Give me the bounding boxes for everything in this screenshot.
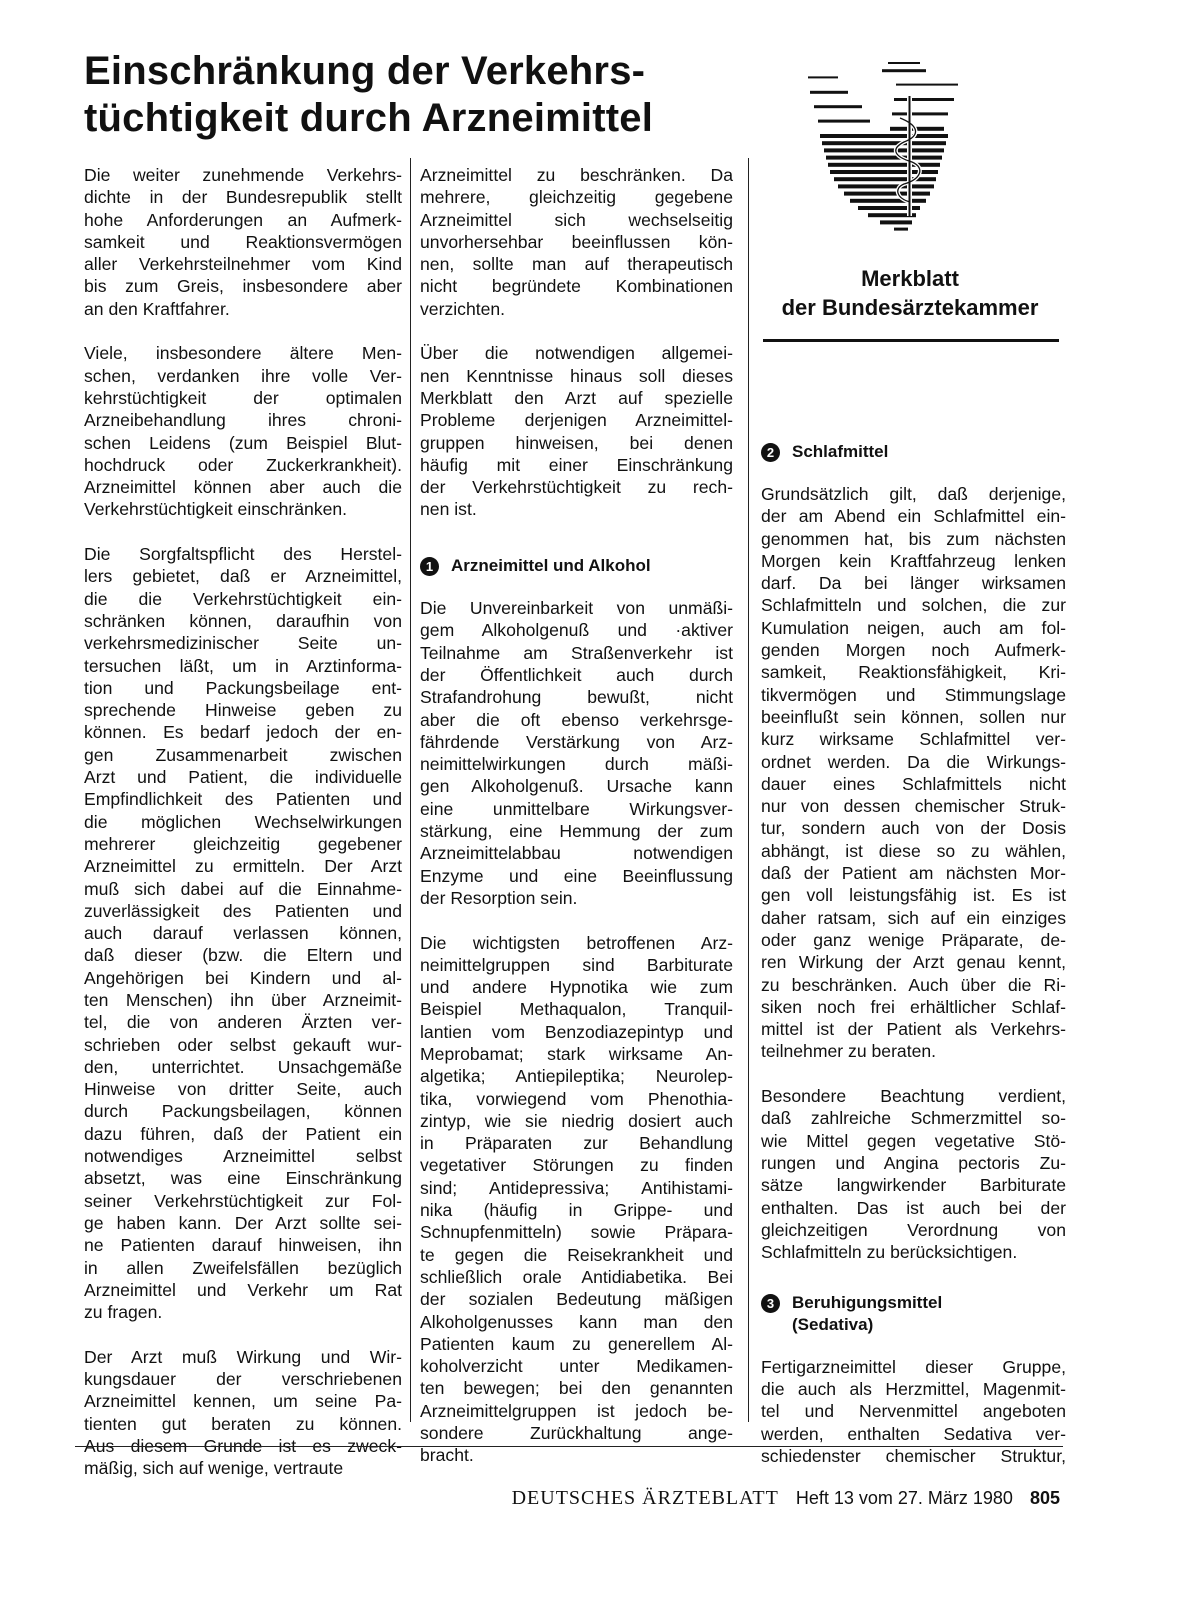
text-line: Schlafmitteln zu berücksichtigen. xyxy=(761,1242,1018,1263)
text-line: lers gebietet, daß er Arzneimittel, xyxy=(84,566,402,587)
text-line: samkeit, Reaktionsfähigkeit, Kri- xyxy=(761,662,1066,683)
issue-info: Heft 13 vom 27. März 1980 xyxy=(795,1488,1013,1508)
text-line: Die wichtigsten betroffenen Arz- xyxy=(420,932,733,953)
text-line: Beispiel Methaqualon, Tranquil- xyxy=(420,999,733,1020)
text-line: hohe Anforderungen an Aufmerk- xyxy=(84,209,402,230)
merkblatt-underline xyxy=(763,339,1059,342)
text-line: dichte in der Bundesrepublik stellt xyxy=(84,187,402,208)
text-line: te gegen die Reisekrankheit und xyxy=(420,1244,733,1265)
text-line: Strafandrohung bewußt, nicht xyxy=(420,687,733,708)
section-title: Arzneimittel und Alkohol xyxy=(451,556,651,576)
text-line: der Öffentlichkeit auch durch xyxy=(420,664,733,685)
paragraph xyxy=(84,342,402,520)
text-line: dauer eines Schlafmittels nicht xyxy=(761,773,1066,794)
text-line: neimittelwirkungen durch mäßi- xyxy=(420,754,733,775)
text-line: stärkung, eine Hemmung der zum xyxy=(420,821,733,842)
text-line: Über die notwendigen allgemei- xyxy=(420,343,733,364)
text-line: gruppen hinweisen, bei denen xyxy=(420,432,733,453)
text-line: ne Patienten darauf hinweisen, ihn xyxy=(84,1235,402,1256)
merkblatt-publisher: der Bundesärztekammer xyxy=(781,295,1039,320)
text-line: nen, sollte man auf therapeutisch xyxy=(420,254,733,275)
text-line: die möglichen Wechselwirkungen xyxy=(84,811,402,832)
text-line: neimittelgruppen sind Barbiturate xyxy=(420,954,733,975)
text-line: schen Leidens (zum Beispiel Blut- xyxy=(84,432,402,453)
text-line: Arzneimittel sich wechselseitig xyxy=(420,209,733,230)
column-1 xyxy=(84,164,402,1502)
text-line: Arzneimittel und Verkehr um Rat xyxy=(84,1279,402,1300)
text-line: Alkoholgenusses kann man den xyxy=(420,1311,733,1332)
paragraph xyxy=(420,932,733,1467)
text-line: verzichten. xyxy=(420,298,506,319)
text-line: den, unterrichtet. Unsachgemäße xyxy=(84,1056,402,1077)
text-line: tikvermögen und Stimmungslage xyxy=(761,684,1066,705)
text-line: kehrstüchtigkeit der optimalen xyxy=(84,387,402,408)
text-line: Patienten kaum zu generellem Al- xyxy=(420,1333,733,1354)
section-number-badge: 2 xyxy=(761,443,780,462)
text-line: Arzt und Patient, die individuelle xyxy=(84,767,402,788)
text-line: Die weiter zunehmende Verkehrs- xyxy=(84,165,402,185)
text-line: Arzneibehandlung ihres chroni- xyxy=(84,410,402,431)
text-line: siken noch frei erhältlicher Schlaf- xyxy=(761,996,1066,1017)
text-line: Merkblatt den Arzt auf spezielle xyxy=(420,387,733,408)
section-number-badge: 1 xyxy=(420,557,439,576)
text-line: ten Menschen) ihn über Arzneimit- xyxy=(84,989,402,1010)
text-line: mittel ist der Patient als Verkehrs- xyxy=(761,1019,1066,1040)
text-line: Arzneimittel können aber auch die xyxy=(84,477,402,498)
text-line: tur, sondern auch von der Dosis xyxy=(761,818,1066,839)
text-line: seiner Verkehrstüchtigkeit zur Fol- xyxy=(84,1190,402,1211)
text-line: gem Alkoholgenuß und ·aktiver xyxy=(420,620,733,641)
text-line: genden Morgen noch Aufmerk- xyxy=(761,640,1066,661)
text-line: sprechende Hinweise geben zu xyxy=(84,700,402,721)
text-line: Die Unvereinbarkeit von unmäßi- xyxy=(420,598,733,619)
text-line: gleichzeitigen Verordnung von xyxy=(761,1219,1066,1240)
text-line: ten bewegen; bei den genannten xyxy=(420,1378,733,1399)
paragraph xyxy=(761,1356,1066,1467)
text-line: nen ist. xyxy=(420,499,477,520)
text-line: muß sich dabei auf die Einnahme- xyxy=(84,878,402,899)
text-line: Besondere Beachtung verdient, xyxy=(761,1086,1066,1107)
text-line: samkeit und Reaktionsvermögen xyxy=(84,231,402,252)
page-footer xyxy=(512,1486,1060,1510)
section-heading xyxy=(420,555,733,577)
text-line: schließlich orale Antidiabetika. Bei xyxy=(420,1266,733,1287)
text-line: daß der Patient am nächsten Mor- xyxy=(761,863,1066,884)
text-line: Arzneimittel kennen, um seine Pa- xyxy=(84,1391,402,1412)
text-line: tion und Packungsbeilage ent- xyxy=(84,677,402,698)
text-line: an den Kraftfahrer. xyxy=(84,298,230,319)
text-line: die die Verkehrstüchtigkeit ein- xyxy=(84,588,402,609)
text-line: genommen hat, bis zum nächsten xyxy=(761,528,1066,549)
text-line: bis zum Greis, insbesondere aber xyxy=(84,276,402,297)
text-line: werden, enthalten Sedativa ver- xyxy=(761,1423,1066,1444)
section-number-badge: 3 xyxy=(761,1294,780,1313)
text-line: nicht begründete Kombinationen xyxy=(420,276,733,297)
text-line: eine unmittelbare Wirkungsver- xyxy=(420,798,733,819)
section-title: Schlafmittel xyxy=(792,442,889,461)
paragraph xyxy=(420,342,733,520)
text-line: und andere Hypnotika wie zum xyxy=(420,977,733,998)
text-line: gen Alkoholgenuß. Ursache kann xyxy=(420,776,733,797)
text-line: daß zahlreiche Schmerzmittel so- xyxy=(761,1108,1066,1129)
text-line: auch darauf verlassen können, xyxy=(84,923,402,944)
paragraph xyxy=(761,1085,1066,1263)
text-line: abhängt, ist diese so zu wählen, xyxy=(761,840,1066,861)
column-divider-2 xyxy=(748,158,749,1422)
text-line: Arzneimittelgruppen ist jedoch be- xyxy=(420,1400,733,1421)
text-line: ge haben kann. Der Arzt sollte sei- xyxy=(84,1212,402,1233)
text-line: gen voll leistungsfähig ist. Es ist xyxy=(761,885,1066,906)
text-line: tel und Nervenmittel angeboten xyxy=(761,1401,1066,1422)
text-line: vegetativer Störungen zu finden xyxy=(420,1155,733,1176)
footer-rule xyxy=(75,1446,1063,1447)
text-line: der sozialen Bedeutung mäßigen xyxy=(420,1289,733,1310)
text-line: bracht. xyxy=(420,1445,474,1466)
text-line: dazu führen, daß der Patient ein xyxy=(84,1123,402,1144)
text-line: Teilnahme am Straßenverkehr ist xyxy=(420,642,733,663)
text-line: absetzt, was eine Einschränkung xyxy=(84,1168,402,1189)
text-line: nen Kenntnisse hinaus soll dieses xyxy=(420,365,733,386)
paragraph xyxy=(420,597,733,909)
text-line: oder ganz wenige Präparate, de- xyxy=(761,929,1066,950)
paragraph xyxy=(761,483,1066,1063)
text-line: mäßig, sich auf wenige, vertraute xyxy=(84,1458,344,1479)
text-line: wie Mittel gegen vegetative Stö- xyxy=(761,1130,1066,1151)
article-title-line-1: Einschränkung der Verkehrs- xyxy=(84,49,646,93)
bundesaerztekammer-emblem-icon xyxy=(808,56,958,241)
text-line: in Präparaten zur Behandlung xyxy=(420,1133,733,1154)
article-title-line-2: tüchtigkeit durch Arzneimittel xyxy=(84,96,654,140)
text-line: beeinflußt sein können, sollen nur xyxy=(761,706,1066,727)
text-line: teilnehmer zu beraten. xyxy=(761,1041,937,1062)
text-line: sondere Zurückhaltung ange- xyxy=(420,1423,733,1444)
text-line: daher ratsam, sich auf ein einziges xyxy=(761,907,1066,928)
text-line: Hinweise von dritter Seite, auch xyxy=(84,1079,402,1100)
text-line: die auch als Herzmittel, Magenmit- xyxy=(761,1378,1066,1399)
text-line: rungen und Angina pectoris Zu- xyxy=(761,1152,1066,1173)
text-line: Fertigarzneimittel dieser Gruppe, xyxy=(761,1356,1066,1377)
text-line: schränken können, daraufhin von xyxy=(84,610,402,631)
page-number: 805 xyxy=(1029,1488,1060,1508)
text-line: schiedenster chemischer Struktur, xyxy=(761,1445,1066,1466)
text-line: nur von dessen chemischer Struk- xyxy=(761,796,1066,817)
text-line: tel, die von anderen Ärzten ver- xyxy=(84,1012,402,1033)
text-line: unvorhersehbar beeinflussen kön- xyxy=(420,231,733,252)
text-line: Angehörigen bei Kindern und al- xyxy=(84,967,402,988)
text-line: koholverzicht unter Medikamen- xyxy=(420,1356,733,1377)
paragraph xyxy=(420,164,733,320)
text-line: zintyp, wie sie niedrig dosiert auch xyxy=(420,1110,733,1131)
text-line: Schnupfenmitteln) sowie Präpara- xyxy=(420,1222,733,1243)
text-line: tienten gut beraten zu können. xyxy=(84,1413,402,1434)
text-line: zu beschränken. Auch über die Ri- xyxy=(761,974,1066,995)
text-line: häufig mit einer Einschränkung xyxy=(420,454,733,475)
merkblatt-title: Merkblatt xyxy=(861,266,959,291)
text-line: Grundsätzlich gilt, daß derjenige, xyxy=(761,484,1066,504)
text-line: mehrerer gleichzeitig gegebener xyxy=(84,833,402,854)
text-line: enthalten. Das ist auch bei der xyxy=(761,1197,1066,1218)
text-line: schrieben oder selbst gekauft wur- xyxy=(84,1034,402,1055)
text-line: kurz wirksame Schlafmittel ver- xyxy=(761,729,1066,750)
paragraph xyxy=(84,543,402,1323)
text-line: schen, verdanken ihre volle Ver- xyxy=(84,365,402,386)
section-title-line: (Sedativa) xyxy=(792,1314,874,1334)
text-line: aller Verkehrsteilnehmer vom Kind xyxy=(84,254,402,275)
text-line: notwendiges Arzneimittel selbst xyxy=(84,1146,402,1167)
text-line: Meprobamat; stark wirksame An- xyxy=(420,1043,733,1064)
column-2 xyxy=(420,164,733,1489)
section-heading xyxy=(761,441,1066,463)
text-line: ren Wirkung der Arzt genau kennt, xyxy=(761,952,1066,973)
text-line: Verkehrstüchtigkeit einschränken. xyxy=(84,499,348,520)
text-line: tika, vorwiegend vom Phenothia- xyxy=(420,1088,733,1109)
text-line: mehrere, gleichzeitig gegebene xyxy=(420,187,733,208)
text-line: fährdende Verstärkung von Arz- xyxy=(420,731,733,752)
text-line: gen Zusammenarbeit zwischen xyxy=(84,744,402,765)
text-line: Arzneimittelabbau notwendigen xyxy=(420,843,733,864)
text-line: Morgen kein Kraftfahrzeug lenken xyxy=(761,550,1066,571)
section-title-line: Beruhigungsmittel xyxy=(792,1292,943,1312)
text-line: Der Arzt muß Wirkung und Wir- xyxy=(84,1346,402,1367)
text-line: der am Abend ein Schlafmittel ein- xyxy=(761,506,1066,527)
text-line: darf. Da bei länger wirksamen xyxy=(761,573,1066,594)
column-divider-1 xyxy=(410,158,411,1422)
text-line: Arzneimittel zu beschränken. Da xyxy=(420,165,733,185)
text-line: Aus diesem Grunde ist es zweck- xyxy=(84,1435,402,1456)
text-line: zu fragen. xyxy=(84,1302,163,1323)
text-line: hochdruck oder Zuckerkrankheit). xyxy=(84,454,402,475)
text-line: Kumulation neigen, auch am fol- xyxy=(761,617,1066,638)
text-line: algetika; Antiepileptika; Neurolep- xyxy=(420,1066,733,1087)
text-line: durch Packungsbeilagen, können xyxy=(84,1101,402,1122)
text-line: kungsdauer der verschriebenen xyxy=(84,1369,402,1390)
text-line: der Verkehrstüchtigkeit zu rech- xyxy=(420,477,733,498)
text-line: Die Sorgfaltspflicht des Herstel- xyxy=(84,544,402,565)
text-line: nika (häufig in Grippe- und xyxy=(420,1200,733,1221)
text-line: sätze langwirkender Barbiturate xyxy=(761,1175,1066,1196)
text-line: verkehrsmedizinischer Seite un- xyxy=(84,633,402,654)
text-line: zuverlässigkeit des Patienten und xyxy=(84,900,402,921)
text-line: ordnet werden. Da die Wirkungs- xyxy=(761,751,1066,772)
text-line: Arzneimittel zu ermitteln. Der Arzt xyxy=(84,856,402,877)
text-line: sind; Antidepressiva; Antihistami- xyxy=(420,1177,733,1198)
section-heading xyxy=(761,1292,1066,1336)
column-3 xyxy=(761,441,1066,1489)
text-line: Empfindlichkeit des Patienten und xyxy=(84,789,402,810)
text-line: Viele, insbesondere ältere Men- xyxy=(84,343,402,364)
text-line: können. Es bedarf jedoch der en- xyxy=(84,722,402,743)
paragraph xyxy=(84,1346,402,1480)
text-line: Probleme derjenigen Arzneimittel- xyxy=(420,410,733,431)
text-line: Enzyme und eine Beeinflussung xyxy=(420,865,733,886)
section-title xyxy=(792,1292,942,1336)
article-title xyxy=(84,48,653,142)
text-line: daß dieser (bzw. die Eltern und xyxy=(84,945,402,966)
merkblatt-heading xyxy=(740,264,1080,322)
text-line: aber die oft ebenso verkehrsge- xyxy=(420,709,733,730)
text-line: in allen Zweifelsfällen bezüglich xyxy=(84,1257,402,1278)
paragraph xyxy=(84,164,402,320)
magazine-name: DEUTSCHES ÄRZTEBLATT xyxy=(511,1487,779,1509)
text-line: lantien vom Benzodiazepintyp und xyxy=(420,1021,733,1042)
text-line: der Resorption sein. xyxy=(420,887,578,908)
text-line: tersuchen läßt, um in Arztinforma- xyxy=(84,655,402,676)
text-line: Schlafmitteln und solchen, die zur xyxy=(761,595,1066,616)
